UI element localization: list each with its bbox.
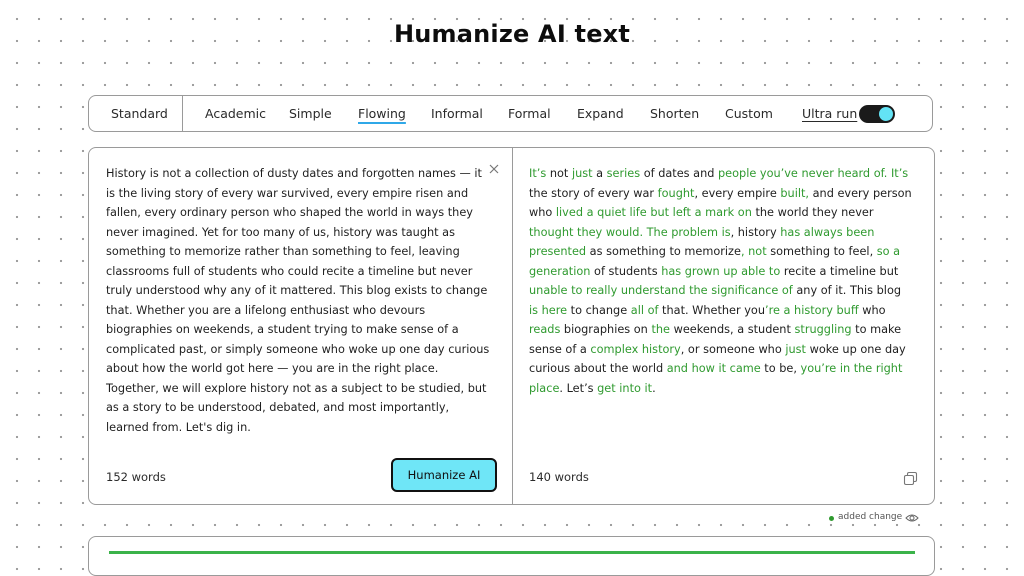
changed-segment: built, [780,186,810,200]
changed-segment: all of [630,303,659,317]
text-segment: not [546,167,572,180]
mode-shorten[interactable]: Shorten [650,106,700,121]
ultra-run-toggle[interactable] [859,105,895,123]
text-segment: who [858,303,886,317]
text-segment: , or someone who [680,342,786,356]
added-change-label: added change [838,512,903,522]
text-segment: something to feel, [766,245,877,258]
text-segment: any of it. This blog [792,284,902,297]
text-segment: a [592,167,607,180]
changed-segment: has grown up able to [661,264,781,278]
changed-segment: so a generation [529,245,901,278]
changed-segment: thought they would. The problem is [529,225,731,239]
mode-selector [88,95,933,132]
humanize-ai-button[interactable]: Humanize AI [391,458,497,492]
text-segment: weekends, a student [669,323,795,336]
changed-segment: fought [657,186,695,200]
mode-academic[interactable]: Academic [205,106,267,121]
text-segment: to be, [760,362,801,375]
mode-expand[interactable]: Expand [577,106,624,121]
changed-segment: lived a quiet life but left a mark on [555,206,752,219]
changed-segment: just [785,342,806,356]
text-segment: , every empire [694,186,781,200]
text-segment: biographies on [560,323,652,336]
mode-simple[interactable]: Simple [289,106,332,121]
mode-informal[interactable]: Informal [431,106,483,121]
text-segment: woke up one day curious about the world [529,342,906,375]
text-segment: . Let’s [559,381,598,395]
secondary-panel [88,536,935,576]
changed-segment: struggling [794,323,852,336]
changed-segment: is here [529,303,568,317]
text-segment: recite a timeline but [780,264,899,278]
text-segment: to make sense of a [529,323,902,356]
changed-segment: , not [740,245,767,258]
copy-icon[interactable] [903,471,918,486]
text-segment: to change [567,303,631,317]
changed-segment: reads [529,323,561,336]
added-change-dot [829,516,834,521]
changed-segment: just [571,167,593,180]
panel-divider [512,148,513,504]
output-word-count: 140 words [529,470,589,484]
changed-segment: has always been presented [529,225,875,258]
text-segment: that. Whether you [658,303,765,317]
input-text[interactable]: History is not a collection of dusty dates and forgotten names — it is the living story of every war survived, every empire risen and fallen, every ordinary person who shaped the world in ways they never imagined. Yet for too many of us, history was taught as something to memorize rather than something to feel, leaving classrooms full of students who could recite a timeline but never truly understood why any of it mattered. This blog exists to change that. Whether you are a lifelong enthusiast who devours biographies on weekends, a student trying to make sense of a complicated past, or simply someone who woke up one day curious about how the world got here — you are in the right place. Together, we will explore history not as a subject to be studied, but as a story to be understood, debated, and most importantly, learned from. Let's dig in. [106,167,490,434]
page-title: Humanize AI text [393,20,631,48]
changed-segment: complex history [590,342,681,356]
mode-standard[interactable]: Standard [111,106,168,121]
mode-custom[interactable]: Custom [725,106,773,121]
text-segment: and every person who [529,186,912,219]
toggle-knob [879,107,893,121]
changed-segment: the [651,323,670,336]
mode-formal[interactable]: Formal [508,106,551,121]
text-segment: the story of every war [529,186,658,200]
changed-segment: It’s [529,167,547,180]
text-segment: . [652,381,656,395]
changed-segment: series [606,167,641,180]
changed-segment: unable to really understand the significance of [529,284,793,297]
input-word-count: 152 words [106,470,166,484]
text-segment: the world they never [751,206,874,219]
eye-icon[interactable] [905,512,919,524]
changed-segment: people you’ve never heard of. It’s [718,167,909,180]
changed-segment: ’re a [765,303,795,317]
changed-segment: history buff [794,303,859,317]
output-text [529,164,912,398]
mode-flowing[interactable]: Flowing [358,106,406,121]
changed-segment: get into it [597,381,653,395]
text-segment: of students [590,264,662,278]
mode-divider [182,96,183,131]
ultra-run-label[interactable]: Ultra run [802,106,858,121]
text-segment: , history [730,225,781,239]
text-segment: as something to memorize [586,245,741,258]
changed-segment: and how it came [666,362,761,375]
editor-panel [88,147,935,505]
close-icon[interactable] [488,163,500,175]
changed-segment: you’re in the right place [529,362,903,395]
text-segment: of dates and [640,167,719,180]
